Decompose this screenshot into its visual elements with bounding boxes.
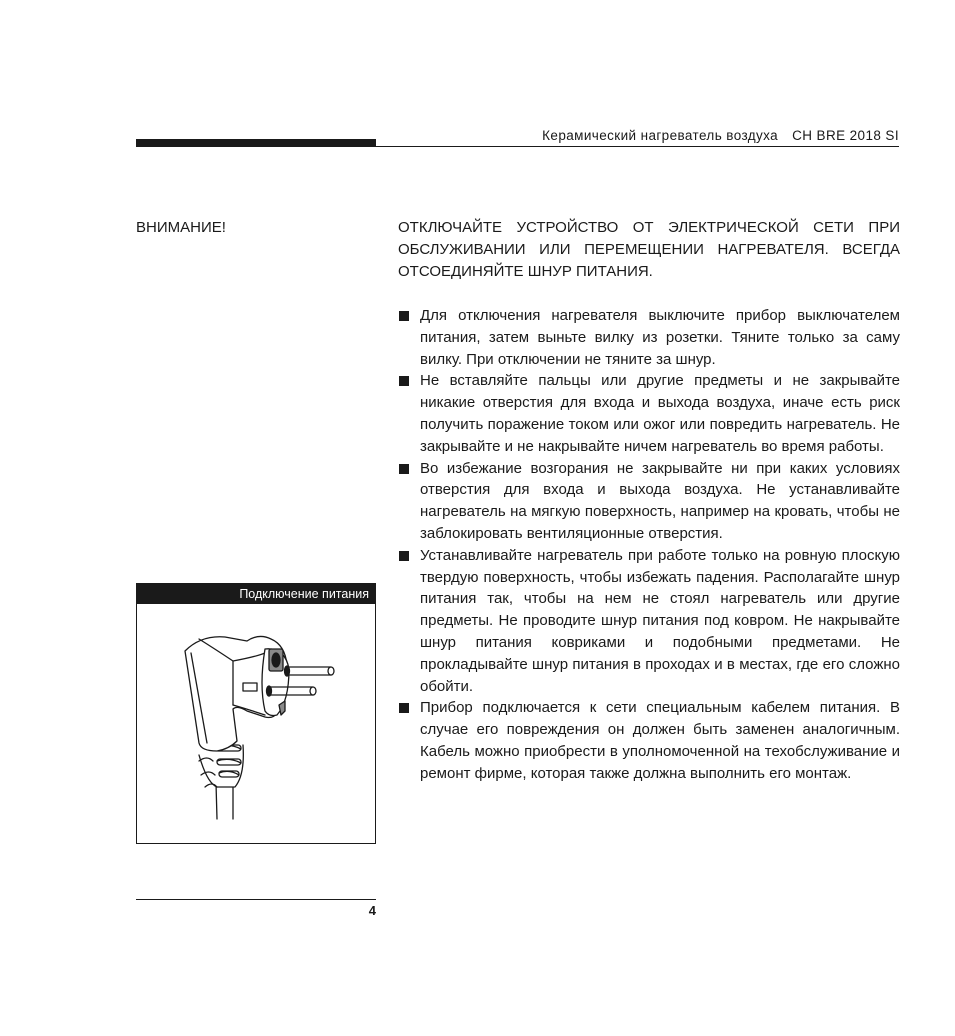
list-item [398, 545, 900, 698]
list-item-text: Во избежание возгорания не закрывайте ни при каких условиях отверстия для входа и выхода воздуха. Не устанавливайте нагреватель на мягкую поверхность, например на кровать, чтобы не заблокировать вентиляционные отверстия. [420, 459, 900, 542]
warning-heading: ВНИМАНИЕ! [136, 219, 226, 236]
document-title: Керамический нагреватель воздуха [542, 128, 779, 143]
bullet-square-icon [399, 376, 409, 386]
model-number: CH BRE 2018 SI [792, 128, 899, 143]
page-number: 4 [368, 903, 376, 918]
bullet-square-icon [399, 311, 409, 321]
list-item-text: Не вставляйте пальцы или другие предметы и не закрывайте никакие отверстия для входа и выхода воздуха, иначе есть риск получить поражение током или ожог или повредить нагреватель. Не закрывайте и не накрывайте ничем нагреватель во время работы. [420, 372, 900, 455]
bullet-square-icon [399, 464, 409, 474]
power-plug-icon [137, 605, 375, 843]
list-item [398, 458, 900, 545]
list-item [398, 305, 900, 370]
bullet-square-icon [399, 551, 409, 561]
warning-statement: ОТКЛЮЧАЙТЕ УСТРОЙСТВО ОТ ЭЛЕКТРИЧЕСКОЙ СЕТИ ПРИ ОБСЛУЖИВАНИИ ИЛИ ПЕРЕМЕЩЕНИИ НАГРЕВАТЕЛЯ. ВСЕГДА ОТСОЕДИНЯЙТЕ ШНУР ПИТАНИЯ. [398, 219, 900, 280]
footer-rule [136, 899, 376, 900]
header-accent-bar [136, 139, 376, 147]
list-item [398, 697, 900, 784]
list-item-text: Устанавливайте нагреватель при работе только на ровную плоскую твердую поверхность, чтобы избежать падения. Располагайте шнур питания так, чтобы на нем не стоял нагреватель или другие предметы. Не проводите шнур питания под ковром. Не накрывайте шнур питания ковриками и подобными предметами. Не прокладывайте шнур питания в проходах и в местах, где его сложно обойти. [420, 546, 900, 695]
figure-caption: Подключение питания [137, 584, 375, 604]
list-item [398, 370, 900, 457]
running-header [542, 128, 899, 143]
header-rule [376, 146, 899, 147]
list-item-text: Для отключения нагревателя выключите прибор выключателем питания, затем выньте вилку из розетки. Тяните только за саму вилку. При отключении не тяните за шнур. [420, 307, 900, 368]
list-item-text: Прибор подключается к сети специальным кабелем питания. В случае его повреждения он должен быть заменен аналогичным. Кабель можно приобрести в уполномоченной на техобслуживание и ремонт фирме, которая также должна выполнить его монтаж. [420, 699, 900, 782]
figure-power-connection [136, 583, 376, 844]
safety-instructions-list [398, 305, 900, 785]
bullet-square-icon [399, 703, 409, 713]
